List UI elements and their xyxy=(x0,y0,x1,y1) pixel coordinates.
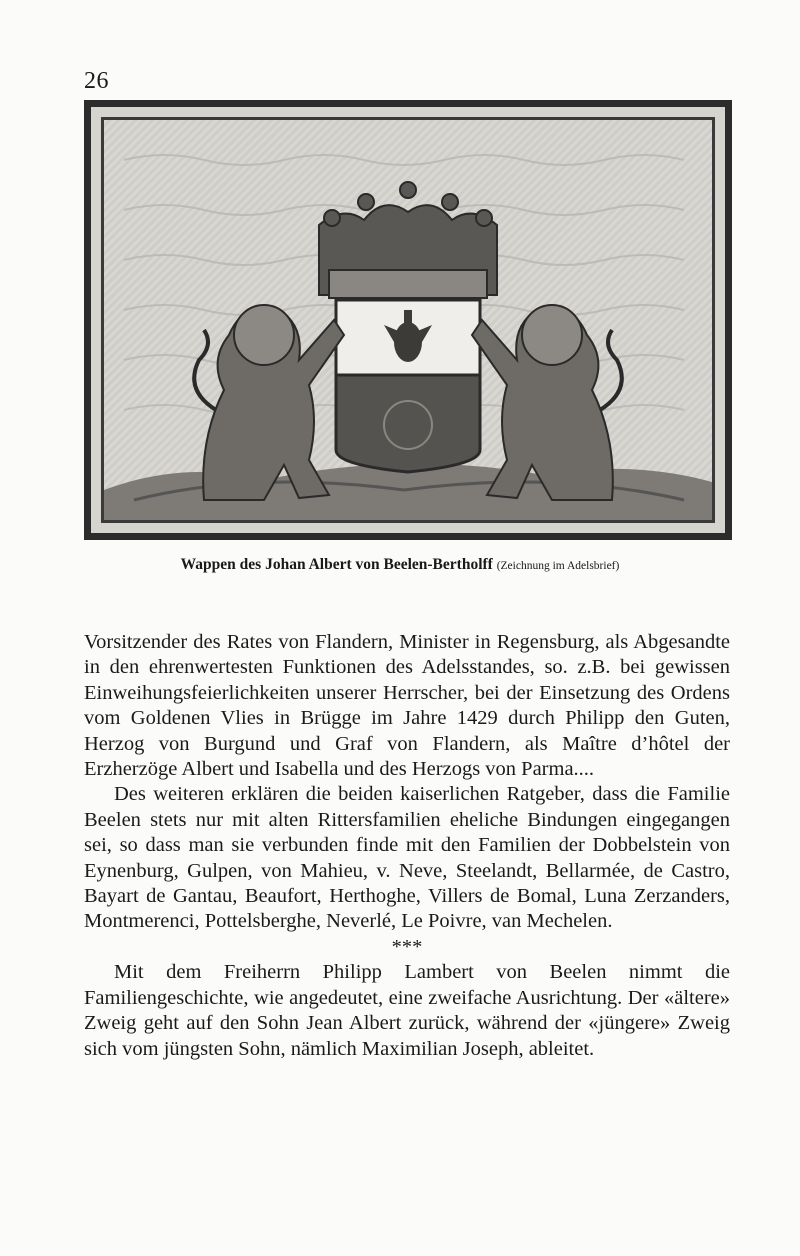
page-number: 26 xyxy=(84,68,109,94)
coat-of-arms-drawing xyxy=(101,117,715,523)
paragraph-3: Mit dem Freiherrn Philipp Lambert von Beelen nimmt die Familiengeschichte, wie angedeutet, eine zweifache Ausrichtung. Der «ältere» Zweig geht auf den Sohn Jean Albert zurück, während der «jüngere» Zweig sich vom jüngsten Sohn, nämlich Maximilian Joseph, ableitet. xyxy=(84,961,730,1060)
section-separator: *** xyxy=(391,935,423,958)
coat-of-arms-image xyxy=(104,120,712,520)
body-text xyxy=(84,630,730,1062)
coat-of-arms-figure xyxy=(84,100,732,540)
paragraph-2: Des weiteren erklären die beiden kaiserlichen Ratgeber, dass die Familie Beelen stets nur mit alten Rittersfamilien eheliche Bindungen eingegangen sei, so dass man sie verbunden finde mit den Familien der Dobbelstein von Eynenburg, Gulpen, von Mahieu, v. Neve, Steelandt, Bellarmée, de Castro, Bayart de Gantau, Beaufort, Herthoghe, Villers de Bomal, Luna Zerzanders, Montmerenci, Pottelsberghe, Neverlé, Le Poivre, van Mechelen. xyxy=(84,783,730,933)
caption-main: Wappen des Johan Albert von Beelen-Bertholff xyxy=(180,556,493,573)
figure-caption xyxy=(0,556,800,574)
caption-note: (Zeichnung im Adelsbrief) xyxy=(496,560,620,572)
paragraph-1: Vorsitzender des Rates von Flandern, Minister in Regensburg, als Abgesandte in den ehrenwertesten Funktionen des Adelsstandes, so. z.B. bei gewissen Einweihungsfeierlichkeiten unserer Herrscher, bei der Einsetzung des Ordens vom Goldenen Vlies in Brügge im Jahre 1429 durch Philipp den Guten, Herzog von Burgund und Graf von Flandern, als Maître d’hôtel der Erzherzöge Albert und Isabella und des Herzogs von Parma.... xyxy=(84,631,730,781)
